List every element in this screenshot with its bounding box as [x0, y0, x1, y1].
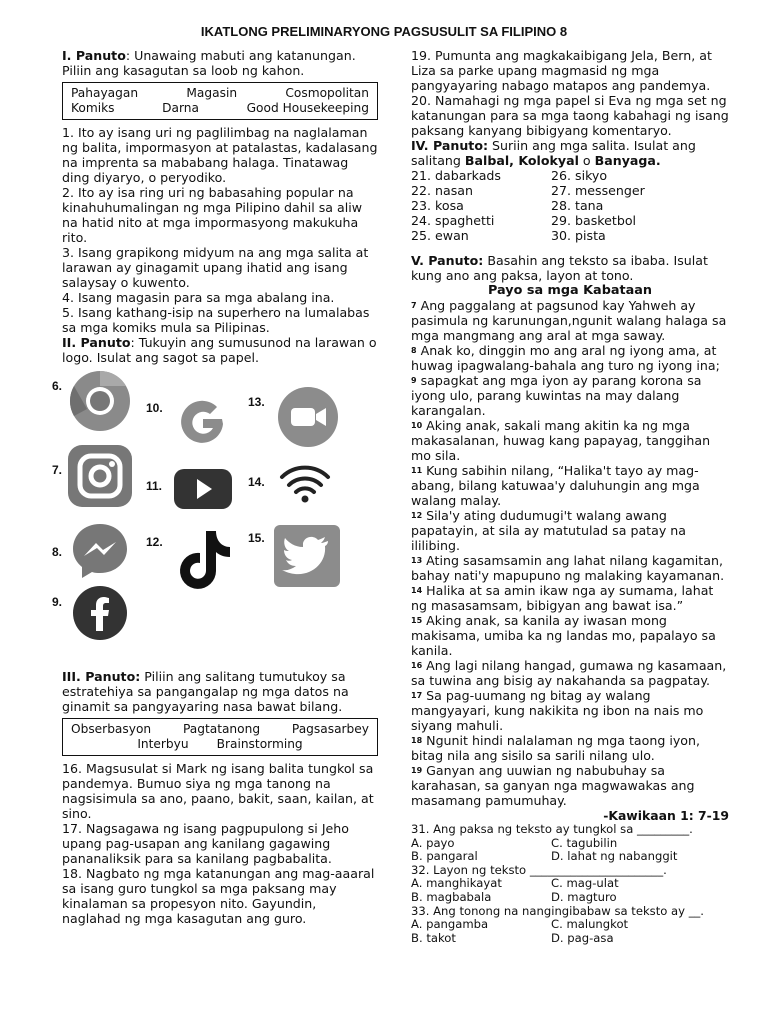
question-2: 2. Ito ay isa ring uri ng babasahing popular na kinahuhumalingan ng mga Pilipino dahil sa aliw na hatid nito at mga impormasyong makukuha rito. [62, 185, 363, 245]
verse: $^8$ Anak ko, dinggin mo ang aral ng iyong ama, at huwag ipagwalang-bahala ang turo ng iyong ina; [411, 343, 720, 373]
zoom-icon [276, 385, 340, 449]
chrome-icon [68, 369, 132, 433]
part3-choices-box: Obserbasyon Pagtatanong Pagsasarbey Interbyu Brainstorming [62, 718, 378, 756]
verse: $^{18}$ Ngunit hindi nalalaman ng mga taong iyon, bitag nila ang sisilo sa sarili nilang ulo. [411, 733, 700, 763]
number-6: 6. [52, 379, 63, 393]
part4-instruction: IV. Panuto: Suriin ang mga salita. Isulat ang salitang Balbal, Kolokyal o Banyaga. [411, 138, 696, 168]
verse-list [411, 298, 729, 808]
question-3: 3. Isang grapikong midyum na ang mga salita at larawan ay ginagamit upang ihatid ang isang salaysay o kuwento. [62, 245, 369, 290]
number-12: 12. [146, 535, 163, 549]
question-1: 1. Ito ay isang uri ng paglilimbag na naglalaman ng balita, impormasyon at patalastas, kadalasang na imprenta sa mababang halaga. Tinatawag ding diyaryo, o peryodiko. [62, 125, 378, 185]
text-title: Payo sa mga Kabataan [487, 283, 652, 298]
part3-instruction: III. Panuto: Piliin ang salitang tumutukoy sa estratehiya sa pangangalap ng mga datos na ginamit sa pangyayaring nasa bawat bilang. [62, 669, 349, 714]
right-column [411, 48, 729, 945]
text-source: -Kawikaan 1: 7-19 [603, 808, 729, 823]
question-5: 5. Isang kathang-isip na superhero na lumalabas sa mga komiks mula sa Pilipinas. [62, 305, 370, 335]
number-14: 14. [248, 475, 265, 489]
question-16: 16. Magsusulat si Mark ng isang balita tungkol sa pandemya. Bumuo siya ng mga tanong na nagsisimula sa ano, paano, bakit, saan, kailan, at sino. [62, 761, 374, 821]
instagram-icon [66, 443, 134, 509]
facebook-icon [72, 585, 128, 641]
part1-choices-box: Pahayagan Magasin Cosmopolitan Komiks Darna Good Housekeeping [62, 82, 378, 120]
verse: $^{12}$ Sila'y ating dudumugi't walang awang papatayin, at sila ay matutulad sa patay na ililibing. [411, 508, 686, 553]
question-19: 19. Pumunta ang magkakaibigang Jela, Bern, at Liza sa parke upang magmasid ng mga pangyayaring nabago matapos ang pandemya. [411, 48, 712, 93]
verse: $^{14}$ Halika at sa amin ikaw nga ay sumama, lahat ng masasamsam, bibigyan ang bawat isa.” [411, 583, 714, 613]
number-15: 15. [248, 531, 265, 545]
number-10: 10. [146, 401, 163, 415]
tiktok-icon [174, 527, 234, 593]
number-9: 9. [52, 595, 63, 609]
question-4: 4. Isang magasin para sa mga abalang ina. [62, 290, 335, 305]
verse: $^{17}$ Sa pag-uumang ng bitag ay walang mangyayari, kung nakikita ng ibon na nais mo siyang mahuli. [411, 688, 704, 733]
part5-instruction: V. Panuto: Basahin ang teksto sa ibaba. Isulat kung ano ang paksa, layon at tono. [411, 253, 708, 283]
twitter-icon [272, 523, 342, 589]
left-column [52, 48, 378, 926]
question-31: 31. Ang paksa ng teksto ay tungkol sa _________. A. payo C. tagubilin B. pangaral D. lahat ng nabanggit [411, 822, 693, 864]
verse: $^{15}$ Aking anak, sa kanila ay iwasan mong makisama, umiba ka ng landas mo, papalayo sa kanila. [411, 613, 716, 658]
wifi-icon [278, 461, 332, 505]
question-20: 20. Namahagi ng mga papel si Eva ng mga set ng katanungan para sa mga taong kabahagi ng isang paksang kanyang bibigyang komentaryo. [411, 93, 729, 138]
verse: $^{13}$ Ating sasamsamin ang lahat nilang kagamitan, bahay nati'y mapupuno ng malaking kayamanan. [411, 553, 725, 583]
question-32: 32. Layon ng teksto _______________________. A. manghikayat C. mag-ulat B. magbabala D. magturo [411, 862, 667, 904]
part1-instruction: I. Panuto: Unawaing mabuti ang katanungan. Piliin ang kasagutan sa loob ng kahon. [62, 48, 356, 78]
number-8: 8. [52, 545, 63, 559]
verse: $^7$ Ang paggalang at pagsunod kay Yahweh ay pasimula ng karunungan,ngunit walang halaga sa mga mangmang ang aral at mga saway. [411, 298, 727, 343]
number-11: 11. [146, 479, 163, 493]
question-17: 17. Nagsagawa ng isang pagpupulong si Jeho upang pag-usapan ang kanilang gagawing pananaliksik para sa kanilang pagbabalita. [62, 821, 349, 866]
number-7: 7. [52, 463, 63, 477]
google-icon [176, 397, 230, 451]
part2-instruction: II. Panuto: Tukuyin ang sumusunod na larawan o logo. Isulat ang sagot sa papel. [62, 335, 377, 365]
youtube-icon [172, 467, 234, 511]
verse: $^{16}$ Ang lagi nilang hangad, gumawa ng kasamaan, sa tuwina ang bisig ay nakahanda sa pagpatay. [411, 658, 727, 688]
logo-grid [50, 369, 378, 667]
question-33: 33. Ang tonong na nangingibabaw sa teksto ay __. A. pangamba C. malungkot B. takot D. pag-asa [411, 903, 704, 945]
verse: $^{11}$ Kung sabihin nilang, “Halika't tayo ay mag-abang, bilang katuwaa'y daluhungin ang mga walang malay. [411, 463, 700, 508]
question-18: 18. Nagbato ng mga katanungan ang mag-aaaral sa isang guro tungkol sa mga paksang may kinalaman sa propesyon nito. Gayundin, naglahad ng mga kasagutan ang guro. [62, 866, 375, 926]
verse: $^{19}$ Ganyan ang uuwian ng nabubuhay sa karahasan, sa ganyan nga magwawakas ang masamang pamumuhay. [411, 763, 695, 808]
number-13: 13. [248, 395, 265, 409]
messenger-icon [70, 521, 130, 581]
exam-title: IKATLONG PRELIMINARYONG PAGSUSULIT SA FILIPINO 8 [200, 24, 568, 39]
verse: $^{10}$ Aking anak, sakali mang akitin ka ng mga makasalanan, huwag kang papayag, tanggihan mo sila. [411, 418, 711, 463]
verse: $^9$ sapagkat ang mga iyon ay parang korona sa iyong ulo, parang kuwintas na may dalang karangalan. [411, 373, 702, 418]
part4-word-list: 21. dabarkads 26. sikyo 22. nasan 27. messenger 23. kosa 28. tana 24. spaghetti 29. basketbol 25. ewan 30. pista [411, 168, 645, 243]
